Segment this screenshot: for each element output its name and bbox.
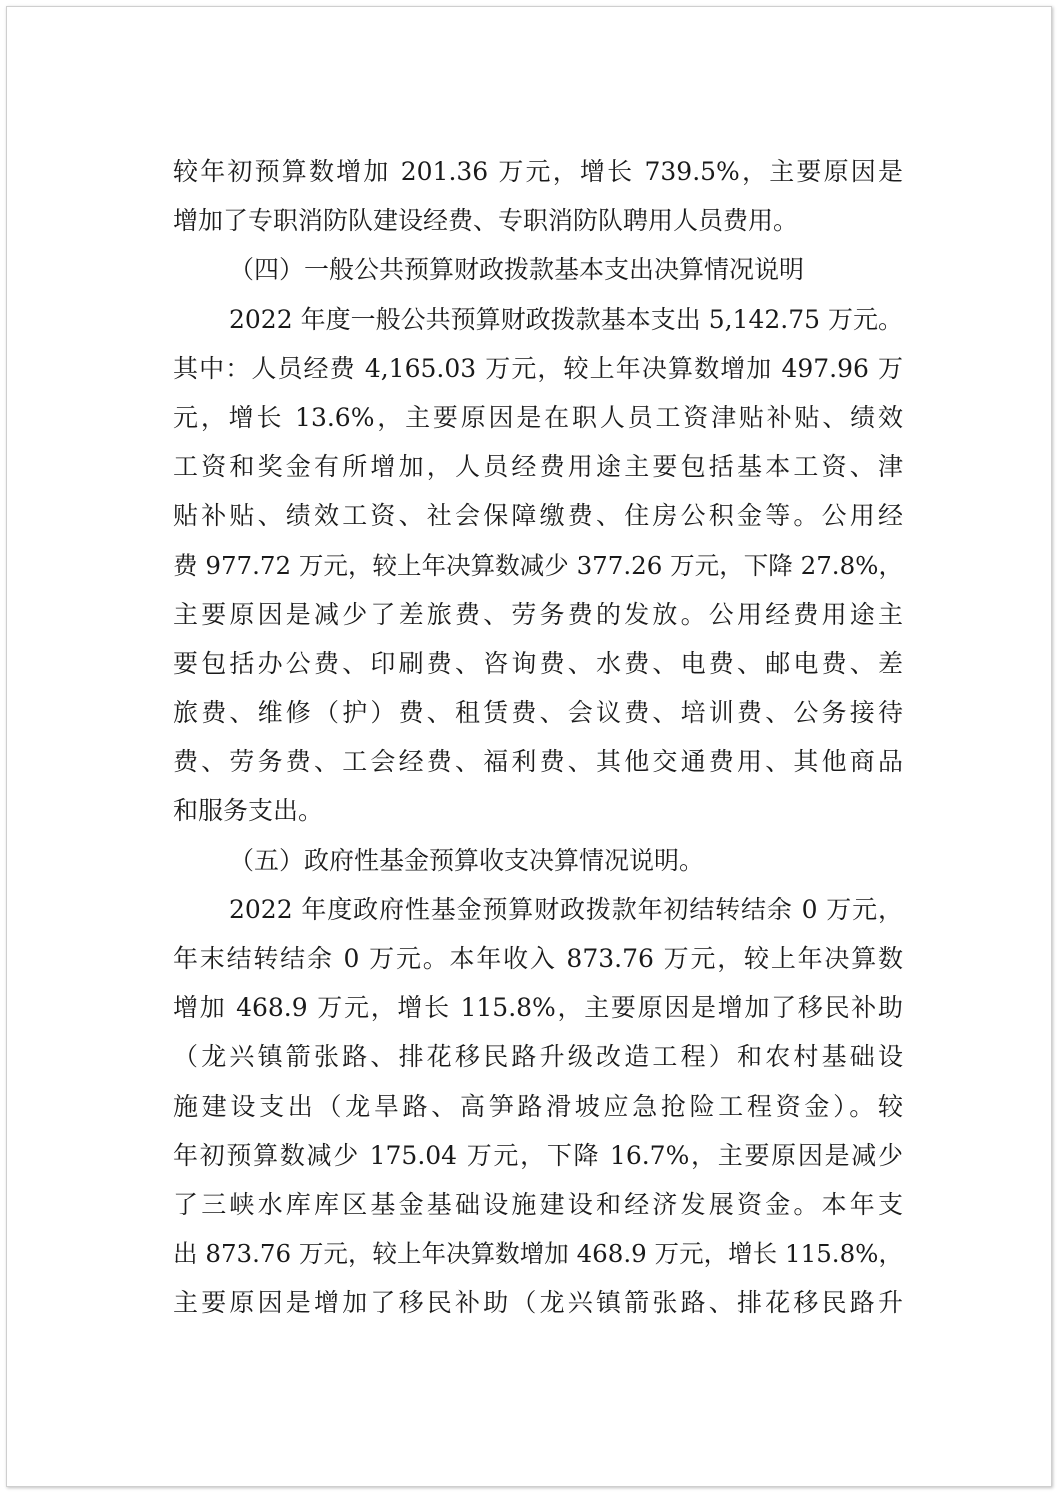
text-line: 较年初预算数增加 201.36 万元，增长 739.5%，主要原因是: [173, 157, 903, 186]
text-line: 要包括办公费、印刷费、咨询费、水费、电费、邮电费、差: [173, 648, 903, 678]
text-line: 2022 年度政府性基金预算财政拨款年初结转结余 0 万元，: [229, 894, 903, 924]
text-line: 主要原因是减少了差旅费、劳务费的发放。公用经费用途主: [173, 599, 903, 629]
text-line: 年末结转结余 0 万元。本年收入 873.76 万元，较上年决算数: [173, 944, 903, 973]
text-line: 工资和奖金有所增加，人员经费用途主要包括基本工资、津: [173, 452, 903, 482]
document-page: [6, 6, 1052, 1487]
text-line: 年初预算数减少 175.04 万元，下降 16.7%，主要原因是减少: [173, 1140, 903, 1170]
text-line: 费、劳务费、工会经费、福利费、其他交通费用、其他商品: [173, 747, 903, 777]
text-line: 贴补贴、绩效工资、社会保障缴费、住房公积金等。公用经: [173, 501, 903, 531]
text-line: 费 977.72 万元，较上年决算数减少 377.26 万元，下降 27.8%，: [173, 550, 903, 580]
text-line: 了三峡水库库区基金基础设施建设和经济发展资金。本年支: [173, 1189, 903, 1219]
text-line: 增加 468.9 万元，增长 115.8%，主要原因是增加了移民补助: [173, 993, 903, 1023]
document-body: [173, 147, 903, 1328]
text-line: 施建设支出（龙旱路、高笋路滑坡应急抢险工程资金）。较: [173, 1091, 903, 1121]
text-line: 出 873.76 万元，较上年决算数增加 468.9 万元，增长 115.8%，: [173, 1239, 903, 1269]
text-line: （龙兴镇箭张路、排花移民路升级改造工程）和农村基础设: [173, 1042, 903, 1072]
text-line: 元，增长 13.6%，主要原因是在职人员工资津贴补贴、绩效: [173, 402, 903, 432]
text-line: 和服务支出。: [173, 796, 324, 826]
section-heading-4: （四）一般公共预算财政拨款基本支出决算情况说明: [229, 255, 805, 285]
text-line: 旅费、维修（护）费、租赁费、会议费、培训费、公务接待: [173, 698, 903, 728]
section-heading-5: （五）政府性基金预算收支决算情况说明。: [229, 845, 705, 875]
text-line: 2022 年度一般公共预算财政拨款基本支出 5,142.75 万元。: [229, 304, 903, 334]
text-line: 增加了专职消防队建设经费、专职消防队聘用人员费用。: [173, 206, 799, 236]
text-line: 主要原因是增加了移民补助（龙兴镇箭张路、排花移民路升: [173, 1288, 903, 1318]
text-line: 其中：人员经费 4,165.03 万元，较上年决算数增加 497.96 万: [173, 353, 903, 383]
